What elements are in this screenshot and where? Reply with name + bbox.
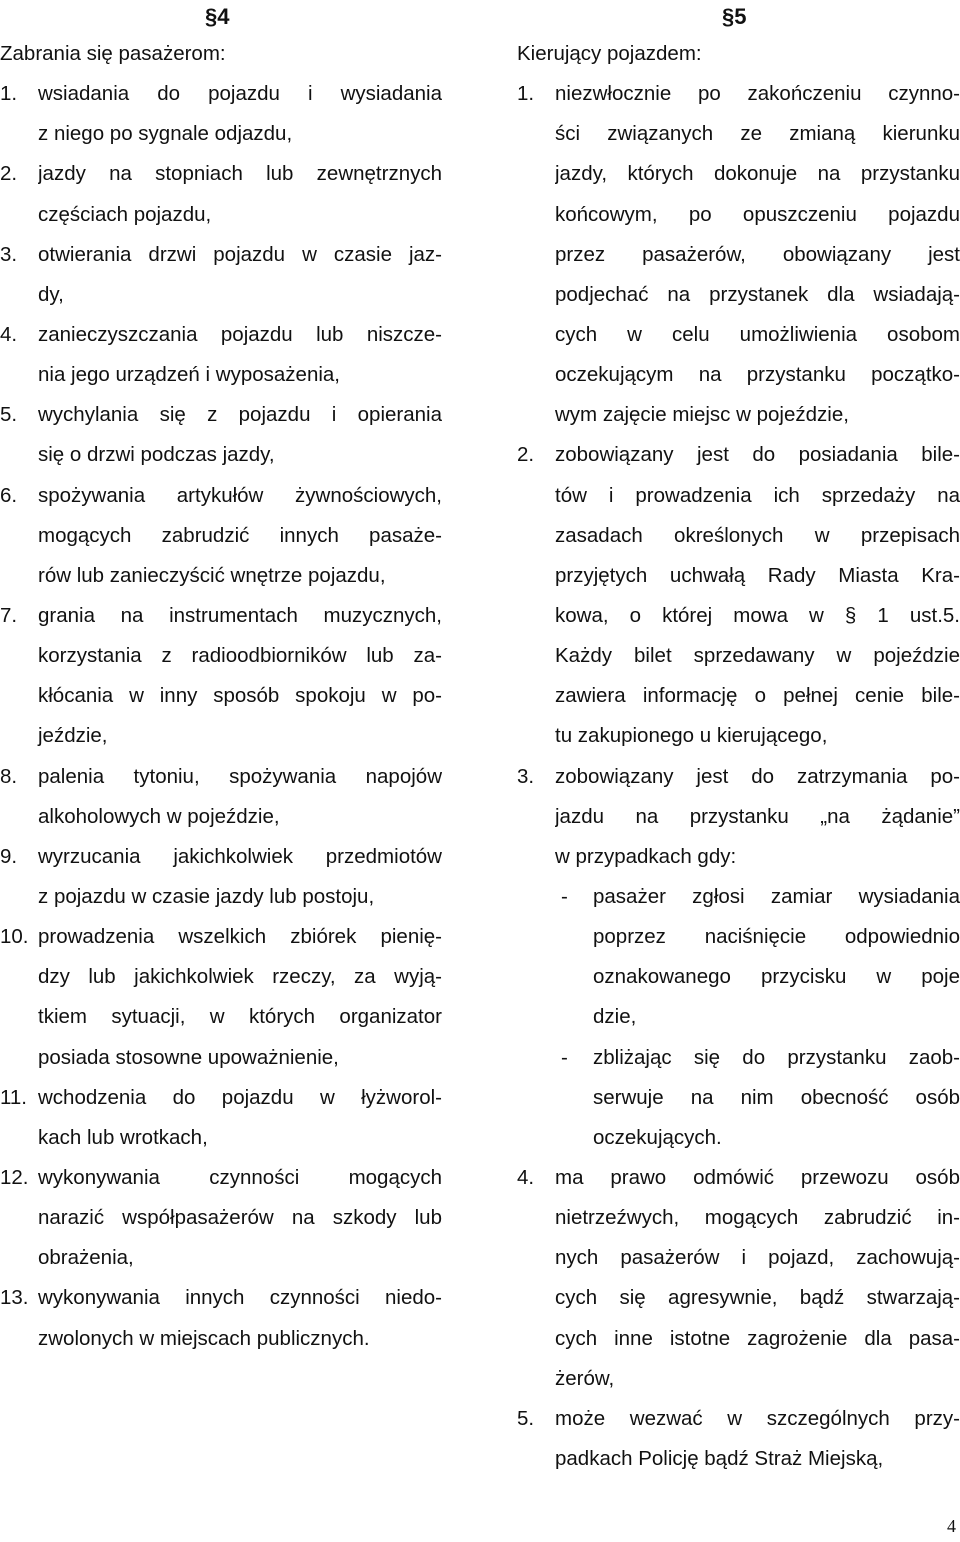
- item-text: [38, 235, 442, 315]
- item-text: [555, 435, 960, 756]
- text-line: wym zajęcie miejsc w pojeździe,: [555, 403, 849, 427]
- section-intro: Kierujący pojazdem:: [517, 42, 702, 65]
- text-line: wychylania się z pojazdu i opierania: [38, 403, 442, 427]
- text-line: nietrzeźwych, mogących zabrudzić in-: [555, 1206, 960, 1230]
- text-line: niezwłocznie po zakończeniu czynno-: [555, 82, 960, 106]
- text-line: jeździe,: [38, 724, 108, 748]
- list-item: [517, 1399, 960, 1479]
- list-item: [0, 757, 442, 837]
- text-line: przyjętych uchwałą Rady Miasta Kra-: [555, 563, 960, 587]
- text-line: żerów,: [555, 1366, 615, 1390]
- text-line: korzystania z radioodbiorników lub za-: [38, 644, 442, 668]
- text-line: serwuje na nim obecność osób: [593, 1085, 960, 1109]
- list-item: [0, 315, 442, 395]
- list-item: [0, 74, 442, 154]
- item-number: 4.: [517, 1165, 535, 1189]
- text-line: przez pasażerów, obowiązany jest: [555, 242, 960, 266]
- list-item: [0, 154, 442, 234]
- list-item: [0, 596, 442, 757]
- item-number: 1.: [0, 82, 18, 106]
- item-text: [38, 837, 442, 917]
- list-item: [517, 1158, 960, 1399]
- text-line: jazdu na przystanku „na żądanie”: [555, 804, 960, 828]
- item-number: 11.: [0, 1085, 27, 1109]
- text-line: rów lub zanieczyścić wnętrze pojazdu,: [38, 563, 386, 587]
- left-column: [0, 0, 442, 1359]
- text-line: kowa, o której mowa w § 1 ust.5.: [555, 603, 960, 627]
- sub-item: [555, 1038, 960, 1158]
- list-item: [0, 235, 442, 315]
- item-text: [38, 74, 442, 154]
- text-line: spożywania artykułów żywnościowych,: [38, 483, 442, 507]
- text-line: cych w celu umożliwienia osobom: [555, 322, 960, 346]
- sub-item: [555, 877, 960, 1038]
- text-line: grania na instrumentach muzycznych,: [38, 603, 442, 627]
- prohibition-list: [0, 74, 442, 1359]
- text-line: z niego po sygnale odjazdu,: [38, 122, 293, 146]
- item-text: [38, 476, 442, 596]
- sub-item-text: [593, 877, 960, 1038]
- item-number: 8.: [0, 764, 18, 788]
- text-line: zanieczyszczania pojazdu lub niszcze-: [38, 322, 442, 346]
- item-number: 5.: [517, 1406, 535, 1430]
- section-heading-4: [0, 0, 442, 34]
- text-line: alkoholowych w pojeździe,: [38, 804, 280, 828]
- list-item: [517, 435, 960, 756]
- item-number: 2.: [517, 443, 535, 467]
- item-text: [555, 1399, 960, 1479]
- item-number: 12.: [0, 1165, 29, 1189]
- text-line: tkiem sytuacji, w których organizator: [38, 1005, 442, 1029]
- text-line: oznakowanego przycisku w poje: [593, 965, 960, 989]
- item-text: [555, 757, 960, 877]
- text-line: prowadzenia wszelkich zbiórek pienię-: [38, 925, 442, 949]
- text-line: pasażer zgłosi zamiar wysiadania: [593, 884, 960, 908]
- item-text: [555, 1158, 960, 1399]
- list-item: [0, 917, 442, 1078]
- item-text: [38, 917, 442, 1078]
- section-symbol: §: [205, 4, 218, 29]
- text-line: zawiera informację o pełnej cenie bile-: [555, 684, 960, 708]
- item-number: 3.: [0, 242, 18, 266]
- list-item: [0, 837, 442, 917]
- list-item: [0, 1278, 442, 1358]
- text-line: jazdy na stopniach lub zewnętrznych: [38, 162, 442, 186]
- text-line: kłócania w inny sposób spokoju w po-: [38, 684, 442, 708]
- section-heading-5: [517, 0, 960, 34]
- item-text: [38, 1078, 442, 1158]
- text-line: padkach Policję bądź Straż Miejską,: [555, 1446, 884, 1470]
- text-line: dzie,: [593, 1005, 637, 1029]
- right-column: [517, 0, 960, 1479]
- sub-item-dash: -: [561, 884, 568, 908]
- text-line: palenia tytoniu, spożywania napojów: [38, 764, 442, 788]
- text-line: poprzez naciśnięcie odpowiednio: [593, 925, 960, 949]
- driver-duties-list: [517, 74, 960, 1479]
- list-item: [517, 757, 960, 877]
- text-line: narazić współpasażerów na szkody lub: [38, 1206, 442, 1230]
- item-text: [38, 596, 442, 757]
- item-text: [38, 757, 442, 837]
- text-line: kach lub wrotkach,: [38, 1125, 208, 1149]
- text-line: cych inne istotne zagrożenie dla pasa-: [555, 1326, 960, 1350]
- item-number: 5.: [0, 403, 18, 427]
- text-line: w przypadkach gdy:: [555, 844, 737, 868]
- sub-item-text: [593, 1038, 960, 1158]
- item-number: 13.: [0, 1286, 29, 1310]
- item-number: 2.: [0, 162, 18, 186]
- text-line: wsiadania do pojazdu i wysiadania: [38, 82, 442, 106]
- text-line: nia jego urządzeń i wyposażenia,: [38, 363, 340, 387]
- text-line: obrażenia,: [38, 1246, 134, 1270]
- text-line: podjechać na przystanek dla wsiadają-: [555, 282, 960, 306]
- item-number: 9.: [0, 844, 18, 868]
- item-number: 6.: [0, 483, 18, 507]
- text-line: otwierania drzwi pojazdu w czasie jaz-: [38, 242, 442, 266]
- section-intro: Zabrania się pasażerom:: [0, 42, 226, 65]
- sub-item-dash: -: [561, 1045, 568, 1069]
- text-line: zbliżając się do przystanku zaob-: [593, 1045, 960, 1069]
- text-line: się o drzwi podczas jazdy,: [38, 443, 275, 467]
- item-text: [38, 1278, 442, 1358]
- item-number: 1.: [517, 82, 535, 106]
- section-symbol: §: [722, 4, 735, 29]
- list-item: [0, 476, 442, 596]
- text-line: Każdy bilet sprzedawany w pojeździe: [555, 644, 960, 668]
- text-line: nych pasażerów i pojazd, zachowują-: [555, 1246, 960, 1270]
- item-number: 3.: [517, 764, 535, 788]
- text-line: oczekującym na przystanku początko-: [555, 363, 960, 387]
- text-line: końcowym, po opuszczeniu pojazdu: [555, 202, 960, 226]
- text-line: zobowiązany jest do zatrzymania po-: [555, 764, 960, 788]
- list-item: [517, 74, 960, 435]
- item-text: [38, 154, 442, 234]
- text-line: ma prawo odmówić przewozu osób: [555, 1165, 960, 1189]
- text-line: wchodzenia do pojazdu w łyżworol-: [38, 1085, 442, 1109]
- page-number: 4: [947, 1516, 956, 1536]
- list-item: [0, 1078, 442, 1158]
- text-line: jazdy, których dokonuje na przystanku: [555, 162, 960, 186]
- item-number: 4.: [0, 322, 18, 346]
- item-text: [38, 395, 442, 475]
- text-line: wykonywania czynności mogących: [38, 1165, 442, 1189]
- item-number: 10.: [0, 925, 29, 949]
- text-line: cych się agresywnie, bądź stwarzają-: [555, 1286, 960, 1310]
- text-line: zwolonych w miejscach publicznych.: [38, 1326, 370, 1350]
- text-line: zasadach określonych w przepisach: [555, 523, 960, 547]
- item-number: 7.: [0, 603, 18, 627]
- text-line: może wezwać w szczególnych przy-: [555, 1406, 960, 1430]
- text-line: wykonywania innych czynności niedo-: [38, 1286, 442, 1310]
- text-line: tów i prowadzenia ich sprzedaży na: [555, 483, 960, 507]
- list-item: [0, 1158, 442, 1278]
- item-text: [38, 315, 442, 395]
- item-text: [38, 1158, 442, 1278]
- text-line: tu zakupionego u kierującego,: [555, 724, 828, 748]
- text-line: mogących zabrudzić innych pasaże-: [38, 523, 442, 547]
- text-line: ści związanych ze zmianą kierunku: [555, 122, 960, 146]
- text-line: częściach pojazdu,: [38, 202, 212, 226]
- section-number: 4: [217, 4, 230, 29]
- text-line: posiada stosowne upoważnienie,: [38, 1045, 339, 1069]
- item-text: [555, 74, 960, 435]
- text-line: dy,: [38, 282, 64, 306]
- section-number: 5: [734, 4, 747, 29]
- text-line: zobowiązany jest do posiadania bile-: [555, 443, 960, 467]
- text-line: oczekujących.: [593, 1125, 722, 1149]
- text-line: wyrzucania jakichkolwiek przedmiotów: [38, 844, 442, 868]
- text-line: dzy lub jakichkolwiek rzeczy, za wyją-: [38, 965, 442, 989]
- text-line: z pojazdu w czasie jazdy lub postoju,: [38, 884, 375, 908]
- list-item: [0, 395, 442, 475]
